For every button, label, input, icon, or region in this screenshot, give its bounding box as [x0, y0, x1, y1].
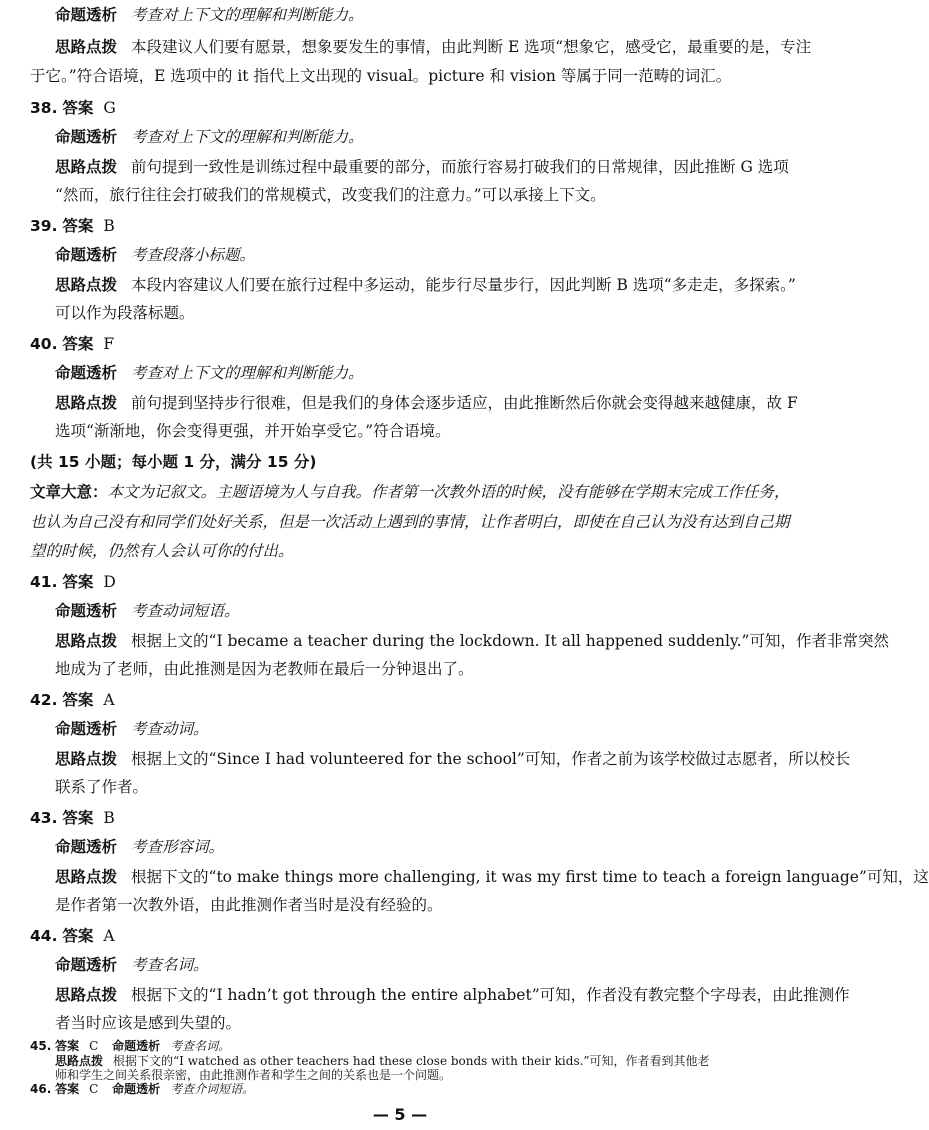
hint-text-line-2: “然而，旅行往往会打破我们的常规模式，改变我们的注意力。”可以承接上下文。: [55, 186, 606, 204]
hint-row: [55, 396, 798, 412]
hint-row: [55, 160, 789, 176]
hint-text-line-2: 于它。”符合语境，E 选项中的 it 指代上文出现的 visual。picture 和 vision 等属于同一范畴的词汇。: [30, 67, 732, 85]
analysis-label: 命题透析: [55, 838, 118, 856]
hint-text-line-2: 是作者第一次教外语，由此推测作者当时是没有经验的。: [55, 896, 443, 914]
hint-label: 思路点拨: [55, 1054, 104, 1068]
analysis-text: 考查名词。: [170, 1039, 231, 1053]
answer-label: 答案: [62, 573, 94, 591]
answer-heading-41: [30, 575, 116, 591]
analysis-label: 命题透析: [55, 6, 118, 24]
hint-row: [55, 40, 811, 56]
summary-line-2: 也认为自己没有和同学们处好关系，但是一次活动上遇到的事情，让作者明白，即使在自己认为没有达到自己期: [30, 513, 790, 531]
answer-letter: A: [103, 691, 115, 709]
hint-label: 思路点拨: [55, 158, 118, 176]
answer-heading-39: [30, 219, 115, 235]
answer-label: 答案: [62, 927, 94, 945]
section-header: (共 15 小题；每小题 1 分，满分 15 分): [30, 453, 317, 471]
answer-heading-38: [30, 101, 116, 117]
analysis-row: [55, 8, 364, 24]
answer-heading-43: [30, 811, 115, 827]
hint-text-line-1: 根据下文的“to make things more challenging, it was my first time to teach a foreign language”可知，这: [131, 868, 929, 886]
summary-text: 本文为记叙文。主题语境为人与自我。作者第一次教外语的时候，没有能够在学期末完成工作任务，: [107, 483, 790, 501]
analysis-text: 考查介词短语。: [170, 1082, 255, 1096]
answer-label: 答案: [55, 1082, 80, 1096]
analysis-row: [55, 130, 364, 146]
hint-text-line-2: 联系了作者。: [55, 778, 149, 796]
hint-row: [55, 988, 850, 1004]
analysis-text: 考查对上下文的理解和判断能力。: [131, 364, 364, 382]
hint-row: [55, 634, 889, 650]
answer-letter: B: [103, 809, 115, 827]
hint-row: [55, 278, 796, 294]
analysis-text: 考查名词。: [131, 956, 209, 974]
hint-text-line-1: 根据上文的“I became a teacher during the lockdown. It all happened suddenly.”可知，作者非常突然: [131, 632, 889, 650]
answer-letter: B: [103, 217, 115, 235]
answer-label: 答案: [62, 691, 94, 709]
analysis-label: 命题透析: [55, 246, 118, 264]
answer-label: 答案: [55, 1039, 80, 1053]
answer-letter: C: [89, 1082, 99, 1096]
hint-text-line-1: 本段内容建议人们要在旅行过程中多运动，能步行尽量步行，因此判断 B 选项“多走走，多探索。”: [131, 276, 796, 294]
analysis-label: 命题透析: [55, 128, 118, 146]
hint-text-line-2: 地成为了老师，由此推测是因为老教师在最后一分钟退出了。: [55, 660, 474, 678]
hint-label: 思路点拨: [55, 868, 118, 886]
analysis-text: 考查动词。: [131, 720, 209, 738]
hint-text-line-2: 者当时应该是感到失望的。: [55, 1014, 242, 1032]
analysis-label: 命题透析: [55, 602, 118, 620]
hint-label: 思路点拨: [55, 632, 118, 650]
analysis-row: [55, 604, 240, 620]
question-number: 41.: [30, 573, 58, 591]
question-number: 45.: [30, 1039, 52, 1053]
analysis-text: 考查对上下文的理解和判断能力。: [131, 128, 364, 146]
analysis-text: 考查段落小标题。: [131, 246, 256, 264]
hint-text-line-1: 前句提到坚持步行很难，但是我们的身体会逐步适应，由此推断然后你就会变得越来越健康，故 F: [131, 394, 798, 412]
question-number: 46.: [30, 1082, 52, 1096]
answer-letter: C: [89, 1039, 99, 1053]
hint-text-line-1: 前句提到一致性是训练过程中最重要的部分，而旅行容易打破我们的日常规律，因此推断 G 选项: [131, 158, 789, 176]
answer-heading-42: [30, 693, 115, 709]
answer-letter: D: [103, 573, 116, 591]
answer-heading-44: [30, 929, 115, 945]
hint-label: 思路点拨: [55, 38, 118, 56]
analysis-label: 命题透析: [112, 1082, 161, 1096]
analysis-text: 考查形容词。: [131, 838, 225, 856]
hint-label: 思路点拨: [55, 750, 118, 768]
summary-line-3: 望的时候，仍然有人会认可你的付出。: [30, 542, 294, 560]
page-number: — 5 —: [372, 1105, 428, 1124]
summary-label: 文章大意：: [30, 483, 108, 501]
hint-row: [55, 1055, 710, 1067]
answer-letter: G: [103, 99, 116, 117]
analysis-label: 命题透析: [55, 720, 118, 738]
question-number: 42.: [30, 691, 58, 709]
answer-label: 答案: [62, 217, 94, 235]
answer-heading-45: [30, 1040, 230, 1052]
answer-label: 答案: [62, 809, 94, 827]
hint-text-line-1: 根据下文的“I hadn’t got through the entire alphabet”可知，作者没有教完整个字母表，由此推测作: [131, 986, 850, 1004]
analysis-row: [55, 248, 255, 264]
hint-text-line-1: 根据上文的“Since I had volunteered for the school”可知，作者之前为该学校做过志愿者，所以校长: [131, 750, 851, 768]
analysis-text: 考查动词短语。: [131, 602, 240, 620]
analysis-row: [55, 958, 209, 974]
hint-text-line-2: 可以作为段落标题。: [55, 304, 195, 322]
hint-label: 思路点拨: [55, 276, 118, 294]
question-number: 38.: [30, 99, 58, 117]
hint-label: 思路点拨: [55, 394, 118, 412]
answer-heading-46: [30, 1083, 254, 1095]
hint-row: [55, 752, 850, 768]
hint-text-line-1: 本段建议人们要有愿景，想象要发生的事情，由此判断 E 选项“想象它，感受它，最重要的是，专注: [131, 38, 812, 56]
hint-label: 思路点拨: [55, 986, 118, 1004]
summary-line-1: [30, 485, 790, 501]
analysis-row: [55, 366, 364, 382]
answer-letter: F: [103, 335, 115, 353]
hint-text-line-1: 根据下文的“I watched as other teachers had these close bonds with their kids.”可知，作者看到其他老: [113, 1054, 710, 1068]
answer-letter: A: [103, 927, 115, 945]
analysis-label: 命题透析: [112, 1039, 161, 1053]
question-number: 39.: [30, 217, 58, 235]
question-number: 44.: [30, 927, 58, 945]
answer-label: 答案: [62, 335, 94, 353]
question-number: 43.: [30, 809, 58, 827]
hint-text-line-2: 选项“渐渐地，你会变得更强，并开始享受它。”符合语境。: [55, 422, 451, 440]
analysis-row: [55, 840, 224, 856]
hint-row: [55, 870, 929, 886]
hint-text-line-2: 师和学生之间关系很亲密，由此推测作者和学生之间的关系也是一个问题。: [55, 1068, 452, 1082]
answer-heading-40: [30, 337, 114, 353]
analysis-row: [55, 722, 209, 738]
analysis-text: 考查对上下文的理解和判断能力。: [131, 6, 364, 24]
analysis-label: 命题透析: [55, 956, 118, 974]
analysis-label: 命题透析: [55, 364, 118, 382]
answer-label: 答案: [62, 99, 94, 117]
question-number: 40.: [30, 335, 58, 353]
